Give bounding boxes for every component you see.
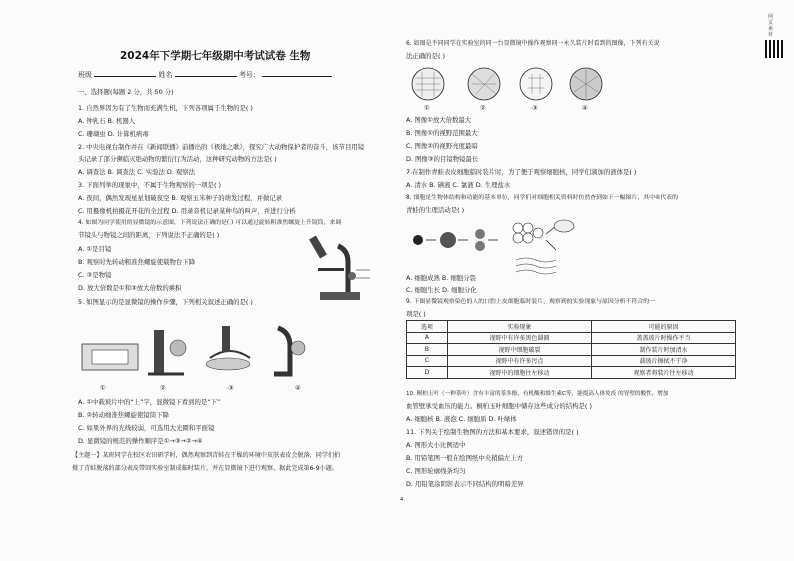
view-label: ④ <box>582 104 588 112</box>
question-line: D. 显微镜的规范的操作顺序是①→③→②→④ <box>78 437 203 445</box>
question-line: 血管壁承受血压的能力。桐柏玉叶细胞中储存这些成分的结构是( ) <box>406 402 592 410</box>
view-label: ① <box>424 104 430 112</box>
question-line: C. 如果外界的光线较弱，可选用大光圈和平面镜 <box>78 424 215 432</box>
exam-no-field[interactable] <box>262 70 332 77</box>
table-row <box>407 367 736 379</box>
question-line: 4. 如图为同学使用的显微镜的示意图，下列说法正确的是( ) 可以通过旋转粗准焦螺旋上升镜筒，来调 <box>78 220 342 226</box>
step-1-drawing <box>82 344 138 370</box>
question-line: 青蛙的生理活动是( ) <box>406 206 465 214</box>
question-line: 8. 细胞是生物体结构和功能的基本单位，同学们对细胞相关资料时仿然查到如下一幅图片，其中⑥代表的 <box>406 195 678 201</box>
microscope-figure <box>300 232 380 304</box>
question-line: 7.在制作青蛙表皮细胞临时装片时，为了便于观察细胞核，同学们滴加的液体是( ) <box>406 168 637 176</box>
question-line: 6. 如图是不同同学在实验室的同一台显微镜中操作观察同一永久装片时看到的图像，下列有关说 <box>406 40 660 47</box>
question-line: 11. 下列关于绘制生物图的方法和基本要求，叙述错误的是( ) <box>406 428 579 436</box>
table-cell: A <box>407 332 448 344</box>
question-line: A. 夜间，偶然发现星星划破夜空 B. 观察玉米种子的萌发过程，并做记录 <box>78 194 283 202</box>
question-line: C. 图形轮廓线条均匀 <box>406 467 466 475</box>
question-line: 3. 下面列举的现象中，不属于生物观察的一项是( ) <box>78 181 221 189</box>
question-line: A. ①是目镜 <box>78 245 112 253</box>
question-line: 2. 中央电视台制作并在《新闻联播》前播出的《极地之歌》，探究广大动物保护者的奋斗，该节目用镜 <box>78 143 365 151</box>
step-label: ① <box>100 384 106 392</box>
question-line: D. 图像③的目镜物镜最长 <box>406 155 479 163</box>
question-line: C. 图像②的视野亮度最暗 <box>406 142 478 150</box>
step-3-drawing <box>206 326 250 370</box>
table-cell: 视野中有许多污点 <box>447 355 591 367</box>
table-header: 实验现象 <box>447 321 591 333</box>
class-field[interactable] <box>94 70 156 77</box>
question-line: A. ①中载玻片中的“上”字，显微镜下看到的是“下” <box>78 398 221 406</box>
question-line: 头记录了部分濒临灭绝动物的繁衍行为活动，这种研究动物的方法是( ) <box>78 155 277 163</box>
topic-intro: 摄了青蛙脱落的部分表皮带回实验室制成临时装片，并在显微镜下进行观察，据此完成第6-9小题。 <box>72 465 338 472</box>
table-row <box>407 344 736 356</box>
question-line: D. 放大倍数是①和③放大倍数的乘积 <box>78 284 182 292</box>
exam-no-label: 考号： <box>238 71 260 79</box>
step-label: ③ <box>228 384 234 392</box>
table-cell: 视野中的细胞往左移动 <box>447 367 591 379</box>
question-line: B. 用铅笔图一般在绘图纸中央稍偏左上方 <box>406 454 524 462</box>
table-row <box>407 355 736 367</box>
question-line: B. 观察时先转动粗准焦螺旋使载物台下降 <box>78 258 196 266</box>
question-line: C. 珊瑚虫 D. 计算机病毒 <box>78 130 149 138</box>
question-line: A. 调查法 B. 调查法 C. 实验法 D. 观察法 <box>78 168 196 176</box>
question-line: B. 图像①的视野范围最大 <box>406 129 478 137</box>
question-line: 节镜头与物镜之间的距离，下列说法不正确的是( ) <box>78 231 220 239</box>
question-line: 9. 下图显微镜观察染色的人的口腔上皮细胞临时装片，观察到的实验现象与原因分析不符合的一 <box>406 299 656 305</box>
step-label: ④ <box>295 384 301 392</box>
question-line: A. 图像①放大倍数最大 <box>406 116 472 124</box>
student-info <box>78 70 332 79</box>
table-header: 选项 <box>407 321 448 333</box>
view-label: ② <box>480 104 486 112</box>
step-label: ② <box>160 384 166 392</box>
question-line: 法正确的是( ) <box>406 52 445 60</box>
question-line: C. ③是物镜 <box>78 271 112 279</box>
table-cell: 观察者将装片往左移动 <box>591 367 735 379</box>
table-cell: 盖盖玻片时操作不当 <box>591 332 735 344</box>
step-2-drawing <box>148 330 186 374</box>
table-cell: 视野中细胞破裂 <box>447 344 591 356</box>
view-label: ③ <box>532 104 538 112</box>
name-label: 姓名 <box>158 71 173 79</box>
question-line: C. 用摄像机拍摄花开花的全过程 D. 用录音机记录某种鸟的叫声，并进行分析 <box>78 207 296 215</box>
experiment-table <box>406 320 736 379</box>
question-line: A. 钟乳石 B. 机器人 <box>78 117 136 125</box>
cell-development-figure <box>406 214 576 280</box>
table-header-row <box>407 321 736 333</box>
question-line: 1. 自然界因为有了生物而充满生机，下列各项属于生物的是( ) <box>78 104 253 112</box>
question-line: 10. 桐柏玉叶（一种茶叶）含有丰富的茶多酚、有机酸和维生素C等，能提高人体免疫 的胃壁的酸性，增加 <box>406 391 669 397</box>
microscope-steps-figure <box>78 318 318 396</box>
table-cell: B <box>407 344 448 356</box>
topic-intro: 【主题一】某班同学在校区农田研学时，偶然观察到青蛙在干燥的环境中皮肤表皮会脱落，同学们拍 <box>72 452 341 459</box>
question-line: A. 细胞成熟 B. 细胞分裂 <box>406 274 476 282</box>
class-label: 班级 <box>78 71 92 79</box>
table-cell: 载玻片擦拭不干净 <box>591 355 735 367</box>
table-row <box>407 332 736 344</box>
section-heading: 一、选择题(每题 2 分，共 50 分) <box>78 88 174 96</box>
question-line: B. ②转动细准焦螺旋使镜筒下降 <box>78 411 169 419</box>
page-title: 2024年下学期七年级期中考试试卷 生物 <box>120 50 311 62</box>
table-cell: 制作装片时加清水 <box>591 344 735 356</box>
microscope-views-figure <box>406 64 606 108</box>
question-line: 项是( ) <box>406 310 426 318</box>
watermark-stamp: 网页素材 <box>768 14 774 38</box>
question-line: C. 细胞生长 D. 细胞分化 <box>406 286 477 294</box>
qr-code <box>765 40 783 58</box>
table-cell: D <box>407 367 448 379</box>
page-number: 4 <box>400 497 404 503</box>
question-line: 5. 如图显示的是显微镜的操作步骤，下列相关叙述正确的是( ) <box>78 298 253 306</box>
question-line: A. 细胞核 B. 液泡 C. 细胞质 D. 叶绿体 <box>406 415 517 423</box>
question-line: D. 用铅笔涂阴影表示不同结构的明暗差异 <box>406 480 524 488</box>
question-line: A. 图形大小比例适中 <box>406 441 466 449</box>
table-cell: 视野中有许多黑色圆圈 <box>447 332 591 344</box>
step-4-drawing <box>274 328 305 374</box>
table-cell: C <box>407 355 448 367</box>
name-field[interactable] <box>175 70 237 77</box>
question-line: A. 清水 B. 碘液 C. 氯液 D. 生理盐水 <box>406 181 511 189</box>
table-header: 可能的原因 <box>591 321 735 333</box>
